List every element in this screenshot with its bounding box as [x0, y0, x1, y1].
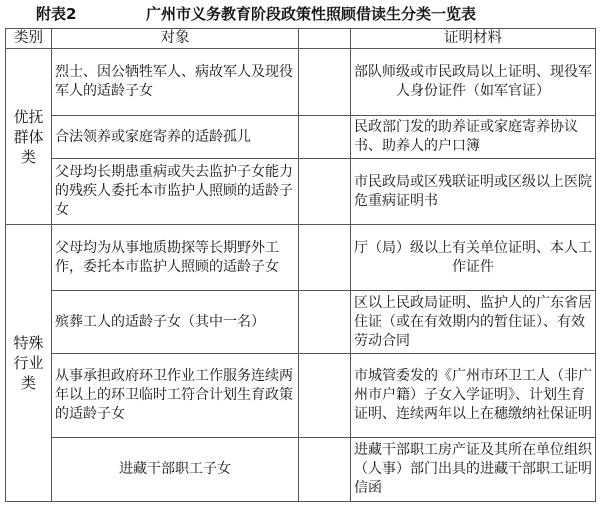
evidence-cell: 厅（局）级以上有关单位证明、本人工作证件: [351, 225, 596, 291]
header-gap: [299, 29, 351, 49]
evidence-cell: 民政部门发的助养证或家庭寄养协议书、助养人的户口簿: [351, 116, 596, 159]
table-row: [6, 438, 596, 502]
policy-table: [5, 28, 596, 502]
target-cell: 烈士、因公牺牲军人、病故军人及现役军人的适龄子女: [52, 49, 299, 116]
header-category: 类别: [6, 29, 52, 49]
table-row: [6, 291, 596, 354]
target-cell: 父母均长期患重病或失去监护子女能力的残疾人委托本市监护人照顾的适龄子女: [52, 159, 299, 225]
category-cell: 特殊行业类: [6, 225, 52, 502]
header-target: 对象: [52, 29, 299, 49]
table-row: [6, 354, 596, 438]
gap-cell: [299, 159, 351, 225]
table-row: [6, 159, 596, 225]
category-cell: 优抚群体类: [6, 49, 52, 225]
target-cell: 父母均为从事地质勘探等长期野外工作，委托本市监护人照顾的适龄子女: [52, 225, 299, 291]
table-row: [6, 49, 596, 116]
gap-cell: [299, 438, 351, 502]
table-title: 广州市义务教育阶段政策性照顾借读生分类一览表: [146, 5, 477, 23]
target-cell: 从事承担政府环卫作业工作服务连续两年以上的环卫临时工符合计划生育政策的适龄子女: [52, 354, 299, 438]
evidence-cell: 市城管委发的《广州市环卫工人（非广州市户籍）子女入学证明》、计划生育证明、连续两年以上在穗缴纳社保证明: [351, 354, 596, 438]
table-row: [6, 225, 596, 291]
gap-cell: [299, 225, 351, 291]
gap-cell: [299, 116, 351, 159]
evidence-cell: 进藏干部职工房产证及其所在单位组织（人事）部门出具的进藏干部职工证明信函: [351, 438, 596, 502]
evidence-cell: 区以上民政局证明、监护人的广东省居住证（或在有效期内的暂住证）、有效劳动合同: [351, 291, 596, 354]
gap-cell: [299, 354, 351, 438]
document-title: [0, 2, 600, 26]
target-cell: 殡葬工人的适龄子女（其中一名）: [52, 291, 299, 354]
evidence-cell: 部队师级或市民政局以上证明、现役军人身份证件（如军官证）: [351, 49, 596, 116]
gap-cell: [299, 291, 351, 354]
header-row: [6, 29, 596, 49]
table-row: [6, 116, 596, 159]
evidence-cell: 市民政局或区残联证明或区级以上医院危重病证明书: [351, 159, 596, 225]
target-cell: 进藏干部职工子女: [52, 438, 299, 502]
target-cell: 合法领养或家庭寄养的适龄孤儿: [52, 116, 299, 159]
gap-cell: [299, 49, 351, 116]
appendix-label: 附表2: [36, 5, 77, 23]
header-evidence: 证明材料: [351, 29, 596, 49]
